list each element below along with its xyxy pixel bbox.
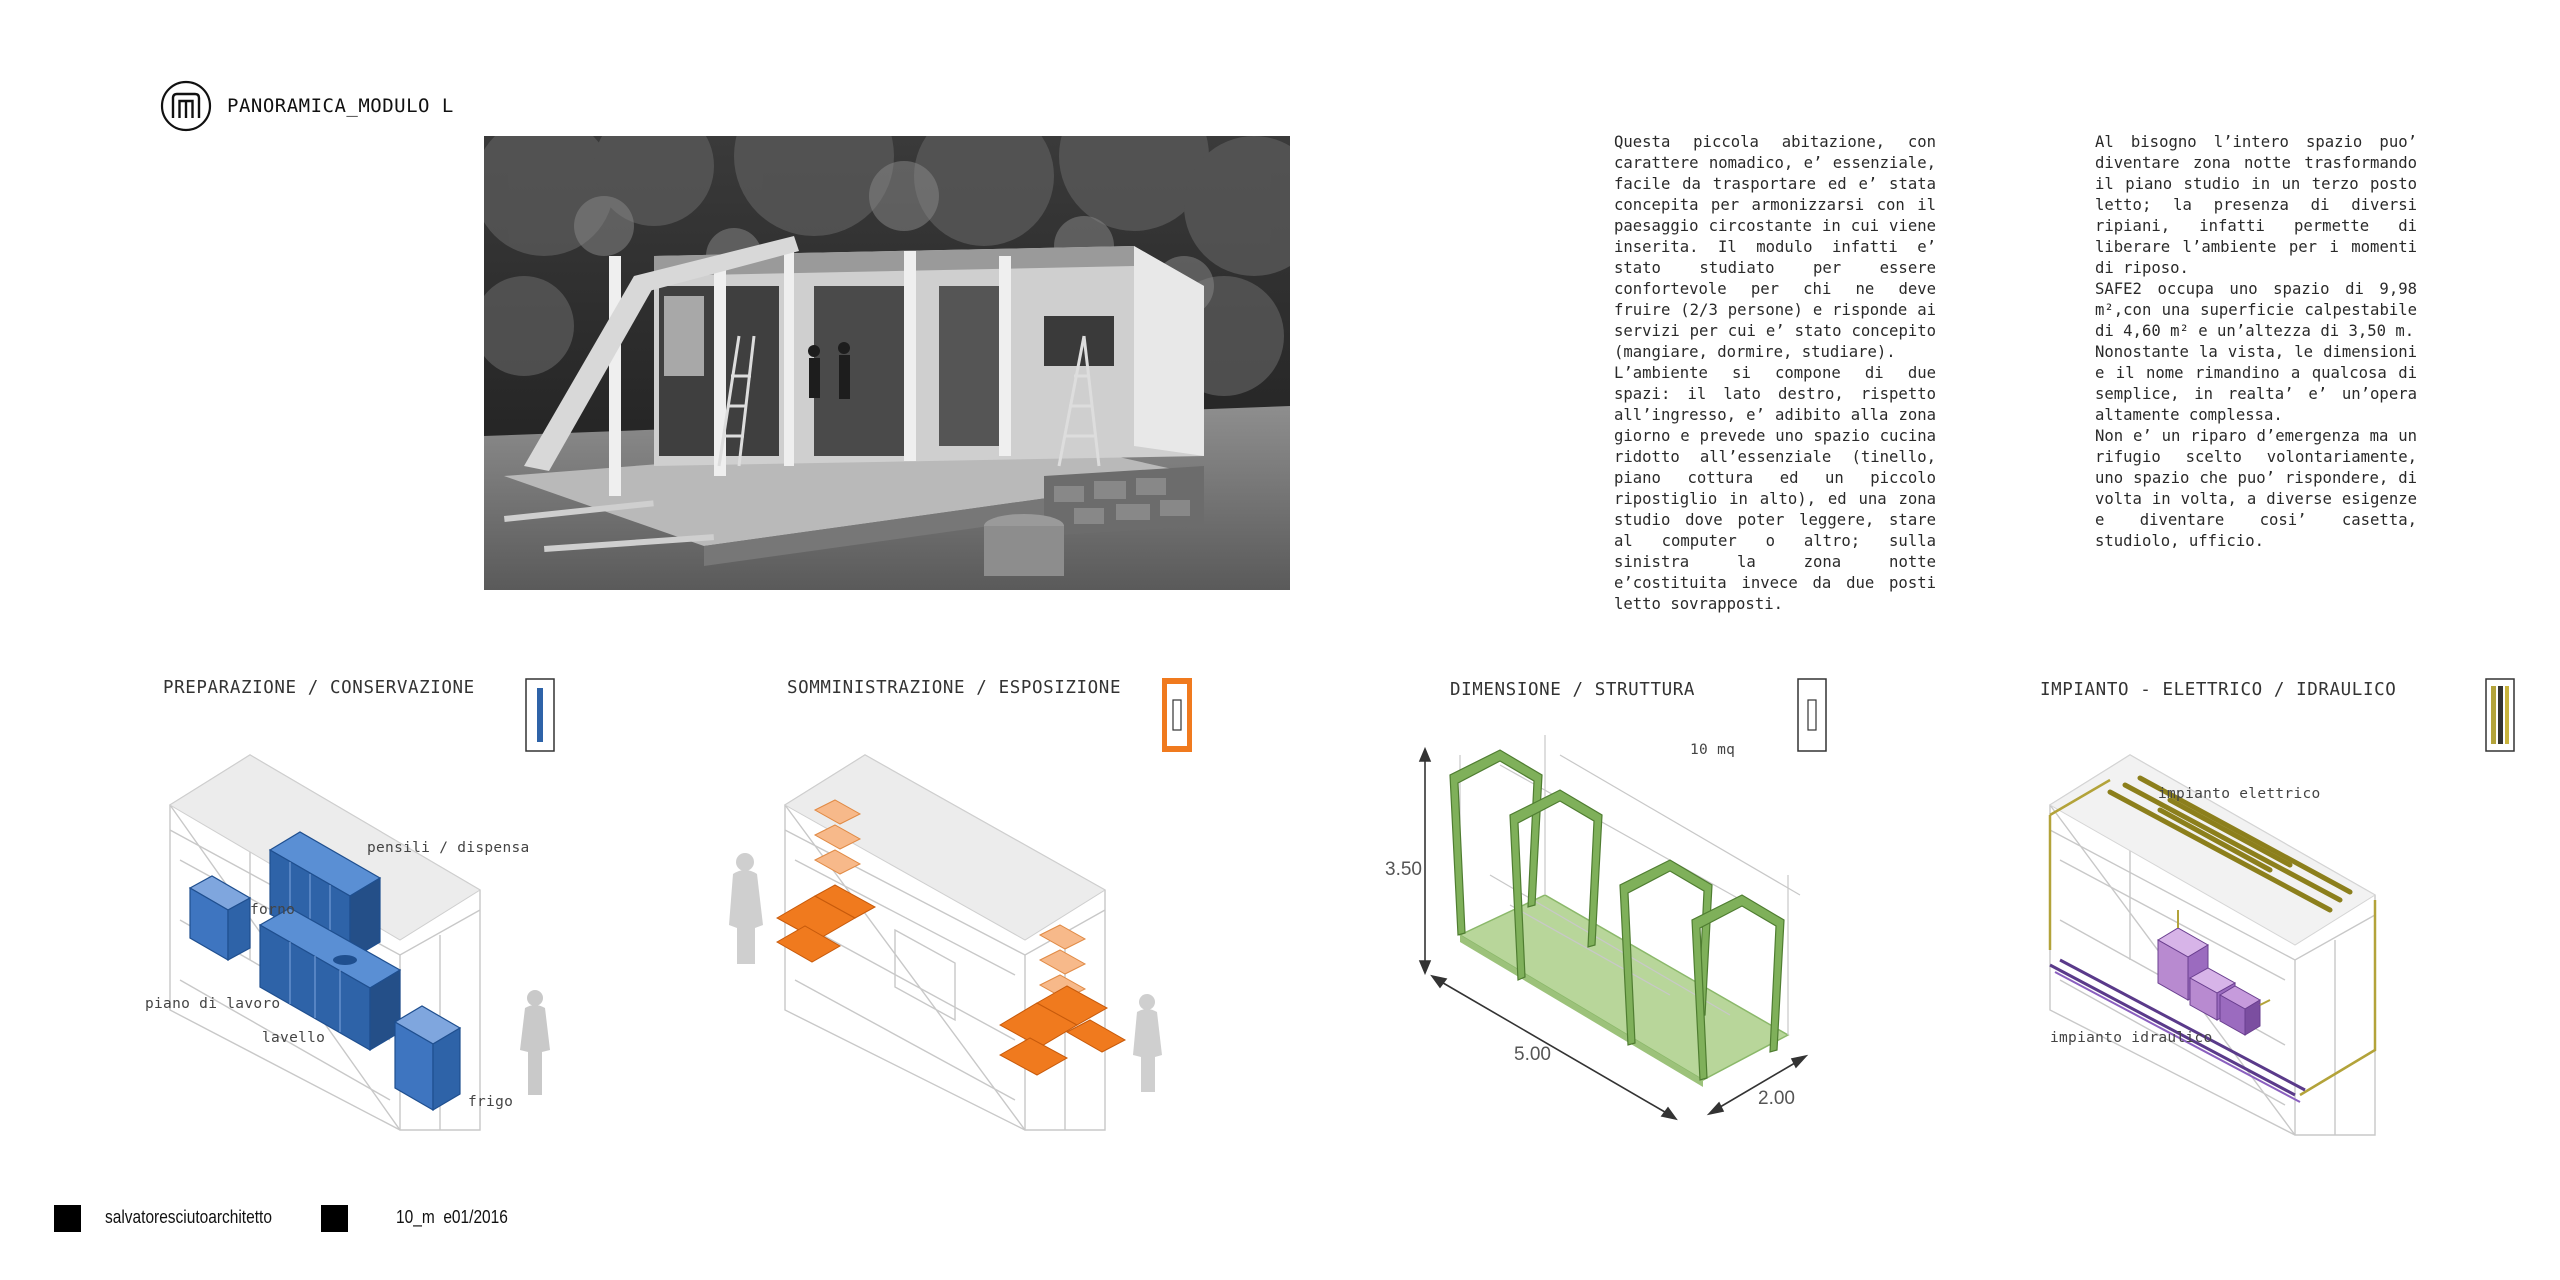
page-title: PANORAMICA_MODULO L xyxy=(227,95,454,117)
label-area: 10 mq xyxy=(1690,742,1736,758)
footer-square-icon xyxy=(321,1205,348,1232)
module-badge-icon xyxy=(2485,678,2515,752)
dimension-width: 2.00 xyxy=(1758,1088,1795,1109)
dimension-length: 5.00 xyxy=(1514,1044,1551,1065)
description-paragraph-1: Questa piccola abitazione, con carattere nomadico, e’ essenziale, facile da trasportare ed e’ stata concepita per armonizzarsi con il paesaggio circostante in cui viene inserita. Il modulo infatti e’ stato studiato per essere confortevole per chi ne deve fruire (2/3 persone) e risponde ai servizi per cui e’ stato concepito (mangiare, dormire, studiare). L’ambiente si compone di due spazi: il lato destro, rispetto all’ingresso, e’ adibito alla zona giorno e prevede uno spazio cucina ridotto all’essenziale (tinello, piano cottura ed un piccolo ripostiglio in alto), ed una zona studio dove poter leggere, stare al computer o altro; sulla sinistra la zona notte e’costituita invece da due posti letto sovrapposti. xyxy=(1614,133,1936,613)
label-piano-di-lavoro: piano di lavoro xyxy=(145,996,281,1012)
label-impianto-elettrico: impianto elettrico xyxy=(2158,786,2321,802)
construction-photo xyxy=(484,136,1290,590)
label-pensili: pensili / dispensa xyxy=(367,840,530,856)
footer-square-icon xyxy=(54,1205,81,1232)
section-title-somministrazione: SOMMINISTRAZIONE / ESPOSIZIONE xyxy=(787,678,1122,698)
section-title-preparazione: PREPARAZIONE / CONSERVAZIONE xyxy=(163,678,475,698)
utilities-module-diagram xyxy=(2030,750,2450,1140)
description-paragraph-2: Al bisogno l’intero spazio puo’ diventare zona notte trasformando il piano studio in un terzo posto letto; la presenza di diversi ripiani, infatti permette di liberare l’ambiente per i momenti di riposo. SAFE2 occupa uno spazio di 9,98 m²,con una superficie calpestabile di 4,60 m² e un’altezza di 3,50 m. Nonostante la vista, le dimensioni e il nome rimandino a qualcosa di semplice, in realta’ e’ un’opera altamente complessa. Non e’ un riparo d’emergenza ma un rifugio scelto volontariamente, uno spazio che puo’ rispondere, di volta in volta, a diverse esigenze e diventare cosi’ casetta, studiolo, ufficio. xyxy=(2095,133,2417,550)
module-badge-icon xyxy=(525,678,555,752)
shelving-module-diagram xyxy=(715,750,1185,1140)
footer-code: 10_m e01/2016 xyxy=(396,1207,508,1227)
kitchen-module-diagram xyxy=(150,750,570,1140)
m-monogram-circle-icon xyxy=(160,80,212,132)
label-forno: forno xyxy=(250,902,296,918)
structure-frame-diagram xyxy=(1370,735,1850,1135)
label-frigo: frigo xyxy=(468,1094,514,1110)
label-lavello: lavello xyxy=(262,1030,326,1046)
module-badge-icon xyxy=(1162,678,1192,752)
section-title-impianto: IMPIANTO - ELETTRICO / IDRAULICO xyxy=(2040,680,2397,700)
label-impianto-idraulico: impianto idraulico xyxy=(2050,1030,2213,1046)
dimension-height: 3.50 xyxy=(1385,859,1422,880)
section-title-dimensione: DIMENSIONE / STRUTTURA xyxy=(1450,680,1695,700)
footer-author: salvatoresciutoarchitetto xyxy=(105,1207,272,1227)
